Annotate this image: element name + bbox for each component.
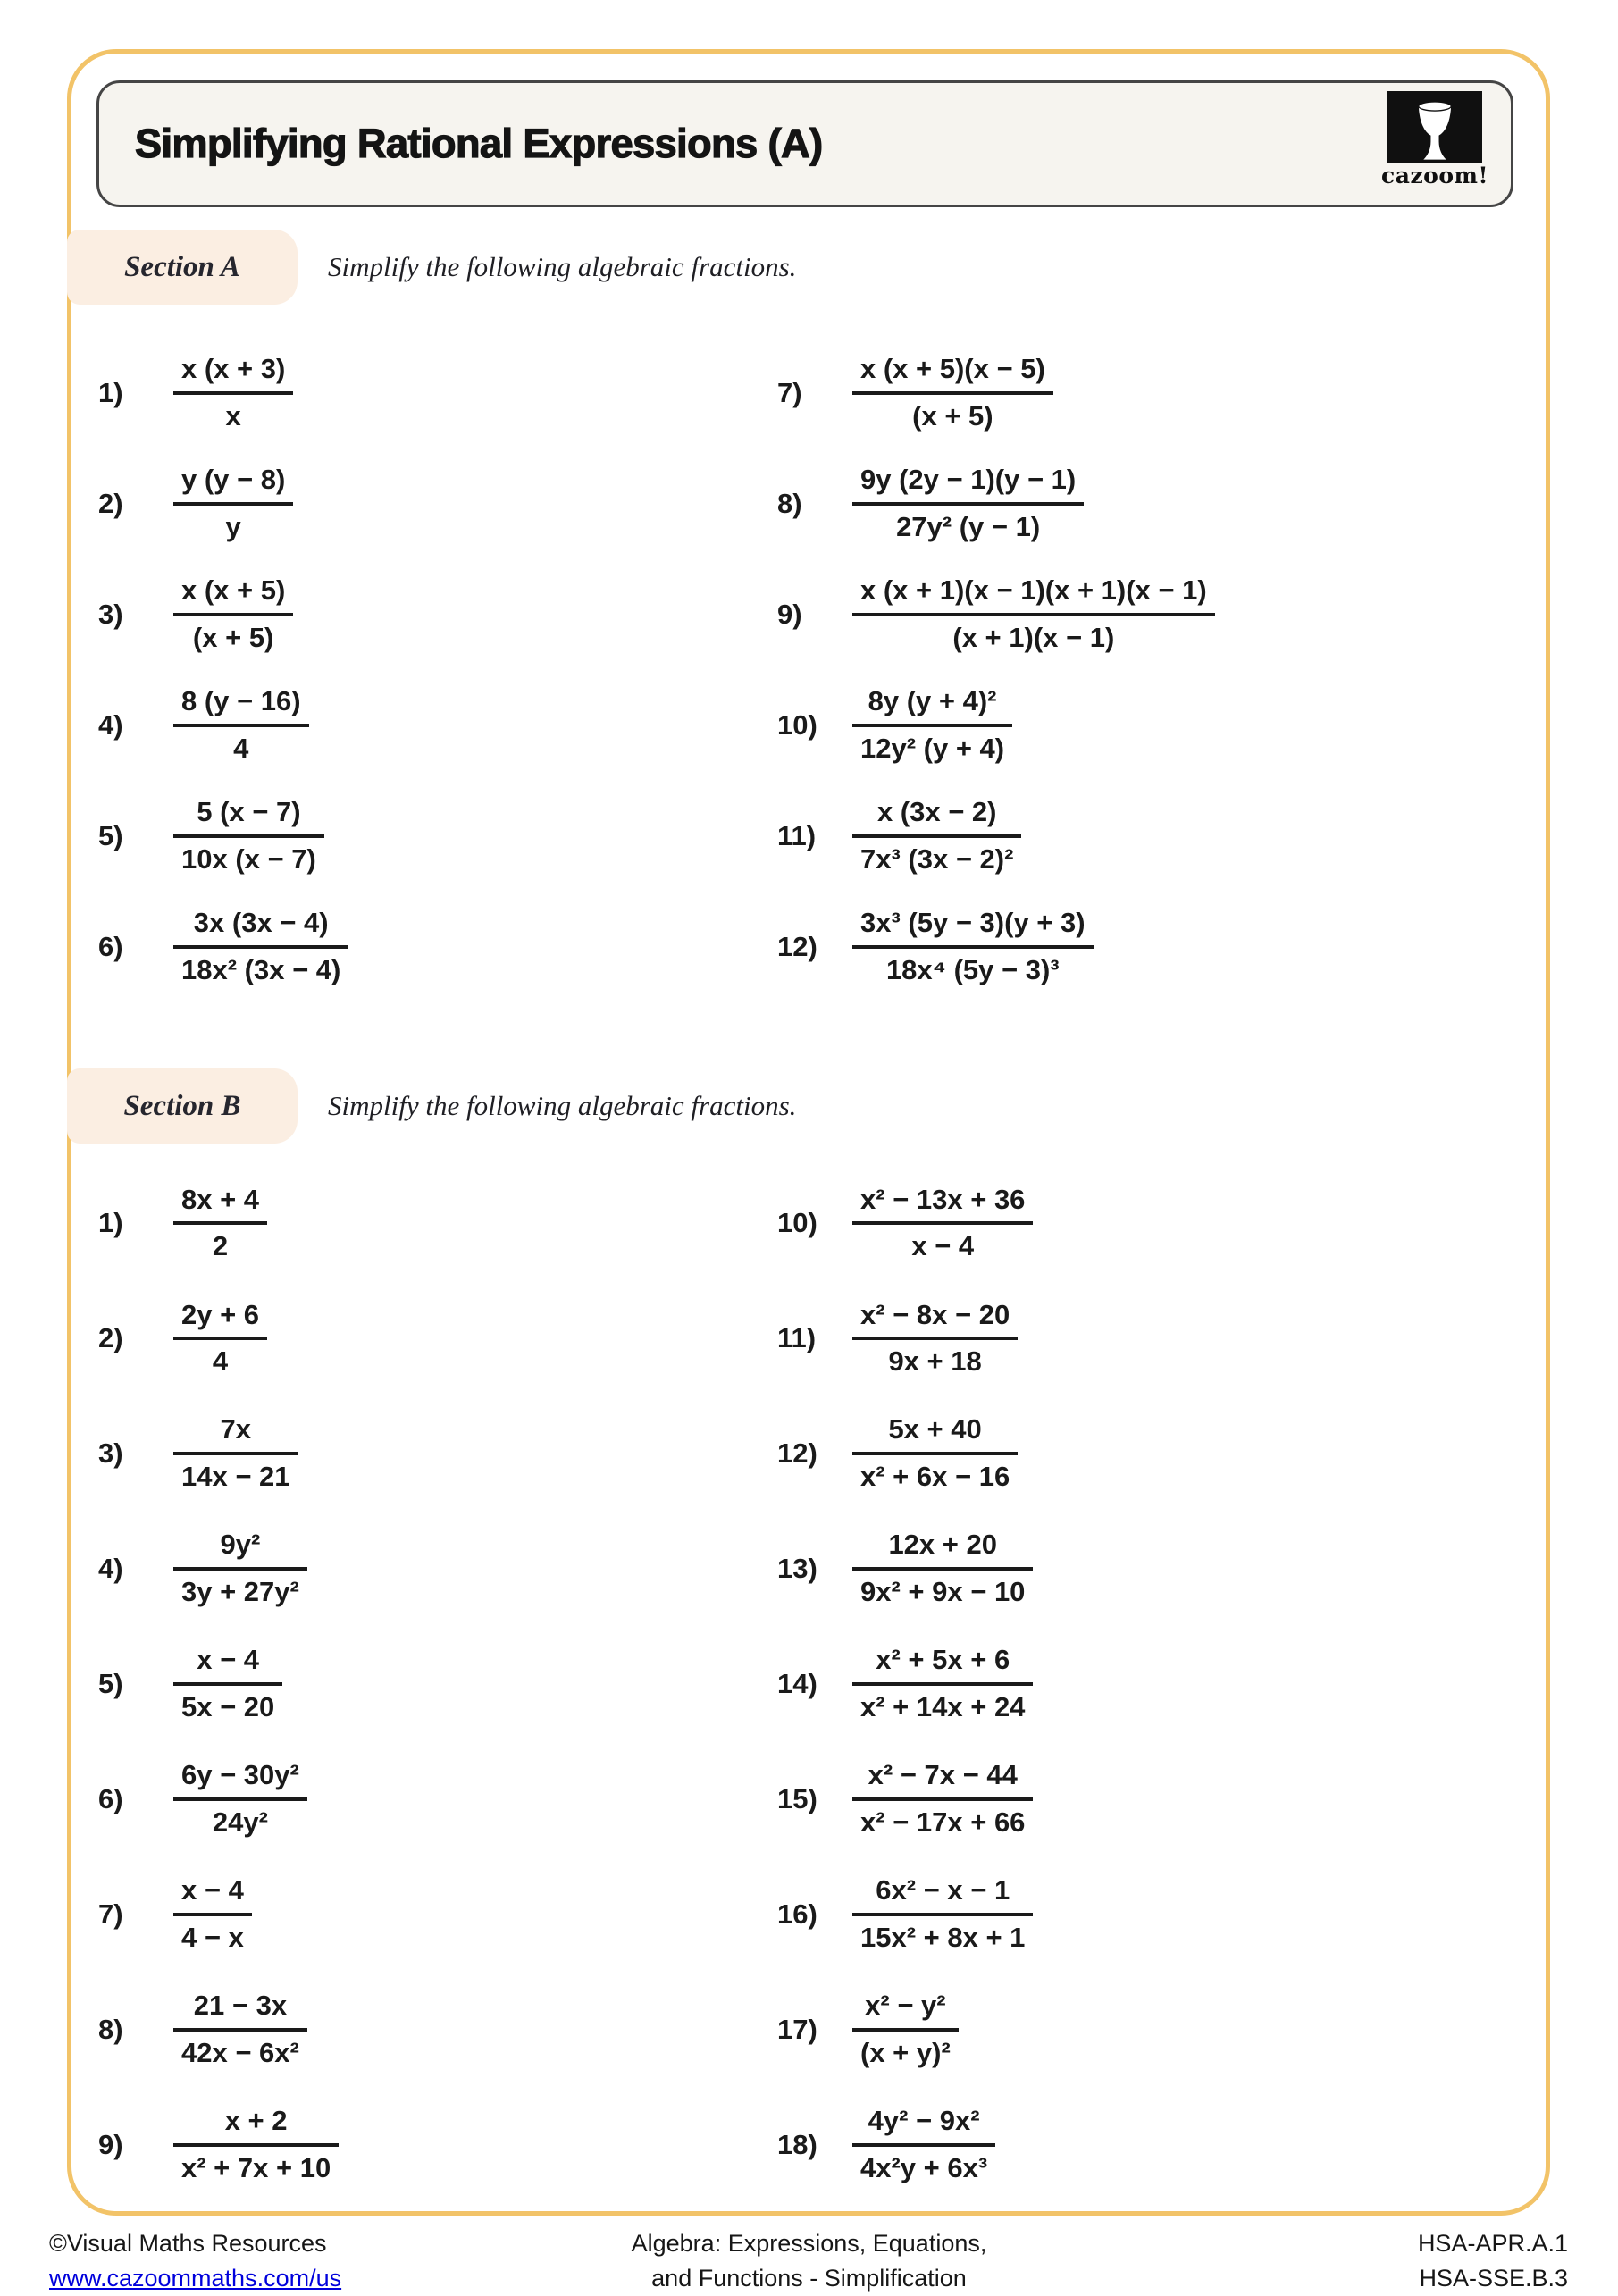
problem-row [91,559,770,670]
fraction [852,1529,1033,1607]
fraction-numerator: x − 4 [173,1645,282,1686]
copyright-text: ©Visual Maths Resources [49,2230,327,2257]
problem-row [91,1741,770,1856]
fraction-numerator: 12x + 20 [852,1529,1033,1571]
problem-row [91,1281,770,1396]
fraction [173,1300,267,1378]
problem-number: 13) [777,1553,817,1585]
fraction [173,797,324,875]
fraction-denominator: (x + y)² [860,2036,951,2068]
problem-number: 10) [777,1207,817,1239]
problem-number: 2) [98,1322,123,1354]
fraction [173,1990,307,2068]
problem-row [770,781,1526,892]
fraction-numerator: 9y (2y − 1)(y − 1) [852,465,1084,506]
fraction-denominator: (x + 1)(x − 1) [952,622,1115,653]
section-b-instruction: Simplify the following algebraic fractions. [328,1090,797,1121]
fraction-numerator: 3x³ (5y − 3)(y + 3) [852,908,1094,949]
fraction-denominator: 4 [212,1345,229,1378]
fraction [173,686,309,764]
fraction-numerator: y (y − 8) [173,465,293,506]
problem-row [91,1512,770,1627]
djembe-drum-icon [1387,91,1482,163]
fraction-denominator: 5x − 20 [181,1690,275,1722]
standard-code-1: HSA-APR.A.1 [1417,2230,1568,2257]
fraction-denominator: x² + 14x + 24 [860,1690,1026,1722]
fraction [173,465,293,542]
page-title: Simplifying Rational Expressions (A) [135,121,823,166]
problem-number: 6) [98,1782,123,1814]
fraction [173,1875,252,1953]
problem-row [770,1512,1526,1627]
footer-standards-block [1418,2226,1568,2296]
problem-row [770,1741,1526,1856]
worksheet-sheet [67,49,1550,2216]
problem-row [770,1281,1526,1396]
fraction [173,575,293,653]
problem-row [91,1166,770,1281]
problem-number: 9) [777,599,802,630]
fraction-numerator: x² + 5x + 6 [852,1645,1033,1686]
problem-row [91,2087,770,2202]
fraction-denominator: 24y² [212,1806,268,1838]
fraction [173,908,348,985]
fraction-denominator: 2 [212,1230,229,1262]
fraction-denominator: 4x²y + 6x³ [860,2151,988,2183]
section-a-instruction: Simplify the following algebraic fractions. [328,251,797,282]
fraction-numerator: 5x + 40 [852,1414,1018,1455]
fraction-denominator: 3y + 27y² [181,1576,299,1608]
fraction [852,1645,1033,1722]
problem-row [770,1856,1526,1972]
website-link[interactable]: www.cazoommaths.com/us [49,2265,342,2292]
problem-number: 15) [777,1782,817,1814]
fraction-numerator: x (x + 1)(x − 1)(x + 1)(x − 1) [852,575,1215,616]
fraction [852,575,1215,653]
problem-number: 2) [98,488,123,519]
problem-row [770,2087,1526,2202]
problem-number: 12) [777,931,817,962]
header-title-box [96,80,1513,207]
problem-number: 11) [777,1322,817,1354]
problem-row [91,1396,770,1512]
fraction-denominator: (x + 5) [192,622,274,653]
problem-number: 10) [777,709,817,741]
fraction-denominator: x [225,400,241,432]
section-b-label: Section B [67,1068,298,1144]
problem-number: 5) [98,820,123,851]
cazoom-logo [1380,91,1489,189]
fraction-denominator: 27y² (y − 1) [896,511,1041,542]
fraction-denominator: x² + 7x + 10 [181,2151,331,2183]
fraction-numerator: 6x² − x − 1 [852,1875,1033,1916]
problem-number: 4) [98,1553,123,1585]
fraction [852,686,1012,764]
section-a-label: Section A [67,230,298,305]
fraction-numerator: x² − 8x − 20 [852,1300,1018,1341]
fraction-numerator: x² − 7x − 44 [852,1760,1033,1801]
fraction [173,1645,282,1722]
fraction-numerator: x + 2 [173,2106,339,2147]
fraction [173,354,293,432]
fraction-numerator: 8x + 4 [173,1185,267,1226]
problem-row [770,1396,1526,1512]
problem-number: 3) [98,1437,123,1470]
problem-row [770,1627,1526,1742]
fraction-denominator: 7x³ (3x − 2)² [860,843,1014,875]
fraction [852,2106,995,2183]
problem-row [770,1972,1526,2087]
problem-number: 3) [98,599,123,630]
problem-number: 11) [777,820,817,851]
fraction-numerator: 8 (y − 16) [173,686,309,727]
fraction-numerator: 6y − 30y² [173,1760,307,1801]
problem-number: 4) [98,709,123,741]
problem-row [91,338,770,448]
problem-number: 14) [777,1667,817,1699]
fraction-numerator: 5 (x − 7) [173,797,324,838]
problem-row [770,448,1526,559]
fraction-denominator: x − 4 [911,1230,975,1262]
fraction-numerator: x − 4 [173,1875,252,1916]
fraction-denominator: 18x² (3x − 4) [181,954,341,985]
fraction-numerator: 21 − 3x [173,1990,307,2032]
fraction [173,1414,298,1492]
fraction-denominator: 4 − x [181,1921,244,1953]
problem-number: 12) [777,1437,817,1470]
subject-line-1: Algebra: Expressions, Equations, [631,2230,987,2257]
fraction-denominator: 42x − 6x² [181,2036,299,2068]
fraction-denominator: x² − 17x + 66 [860,1806,1026,1838]
fraction-denominator: 12y² (y + 4) [860,733,1005,764]
problem-row [770,338,1526,448]
fraction-numerator: x² − y² [852,1990,959,2032]
problem-row [91,448,770,559]
problem-number: 6) [98,931,123,962]
fraction-denominator: (x + 5) [912,400,993,432]
section-b-problems [91,1166,1526,2202]
problem-row [770,670,1526,781]
fraction-numerator: x (x + 5) [173,575,293,616]
fraction [852,1760,1033,1838]
standard-code-2: HSA-SSE.B.3 [1419,2265,1568,2292]
logo-wordmark: cazoom! [1381,163,1488,189]
fraction-denominator: x² + 6x − 16 [860,1461,1010,1493]
fraction-denominator: 4 [233,733,249,764]
fraction-denominator: 9x² + 9x − 10 [860,1576,1026,1608]
problem-number: 16) [777,1898,817,1930]
fraction-numerator: 3x (3x − 4) [173,908,348,949]
fraction-numerator: x (x + 3) [173,354,293,395]
problem-number: 7) [777,377,802,408]
fraction [852,1300,1018,1378]
fraction-numerator: x² − 13x + 36 [852,1185,1033,1226]
fraction [852,1185,1033,1262]
fraction-numerator: x (x + 5)(x − 5) [852,354,1053,395]
problem-number: 9) [98,2128,123,2160]
problem-number: 1) [98,1207,123,1239]
fraction [173,1760,307,1838]
section-a-problems [91,338,1526,1002]
problem-number: 1) [98,377,123,408]
problem-row [91,1856,770,1972]
fraction [852,1414,1018,1492]
fraction-numerator: 8y (y + 4)² [852,686,1012,727]
fraction [173,1529,307,1607]
problem-row [91,1972,770,2087]
fraction-denominator: 9x + 18 [888,1345,982,1378]
problem-number: 8) [98,2013,123,2045]
problem-row [770,1166,1526,1281]
fraction [852,908,1094,985]
fraction [852,1875,1033,1953]
fraction-denominator: y [225,511,241,542]
fraction [173,2106,339,2183]
fraction-numerator: 9y² [173,1529,307,1571]
fraction-numerator: 7x [173,1414,298,1455]
problem-row [91,670,770,781]
fraction [173,1185,267,1262]
fraction [852,797,1021,875]
problem-row [91,781,770,892]
fraction [852,354,1053,432]
fraction-numerator: 4y² − 9x² [852,2106,995,2147]
footer-subject-block [0,2226,1618,2296]
problem-number: 7) [98,1898,123,1930]
fraction-denominator: 14x − 21 [181,1461,290,1493]
fraction [852,465,1084,542]
problem-number: 17) [777,2013,817,2045]
fraction-denominator: 18x⁴ (5y − 3)³ [885,954,1060,985]
fraction-denominator: 15x² + 8x + 1 [860,1921,1026,1953]
problem-number: 8) [777,488,802,519]
problem-row [91,892,770,1002]
problem-number: 18) [777,2128,817,2160]
problem-row [91,1627,770,1742]
fraction-numerator: x (3x − 2) [852,797,1021,838]
subject-line-2: and Functions - Simplification [651,2265,967,2292]
fraction [852,1990,959,2068]
problem-number: 5) [98,1667,123,1699]
fraction-numerator: 2y + 6 [173,1300,267,1341]
problem-row [770,892,1526,1002]
fraction-denominator: 10x (x − 7) [181,843,316,875]
problem-row [770,559,1526,670]
